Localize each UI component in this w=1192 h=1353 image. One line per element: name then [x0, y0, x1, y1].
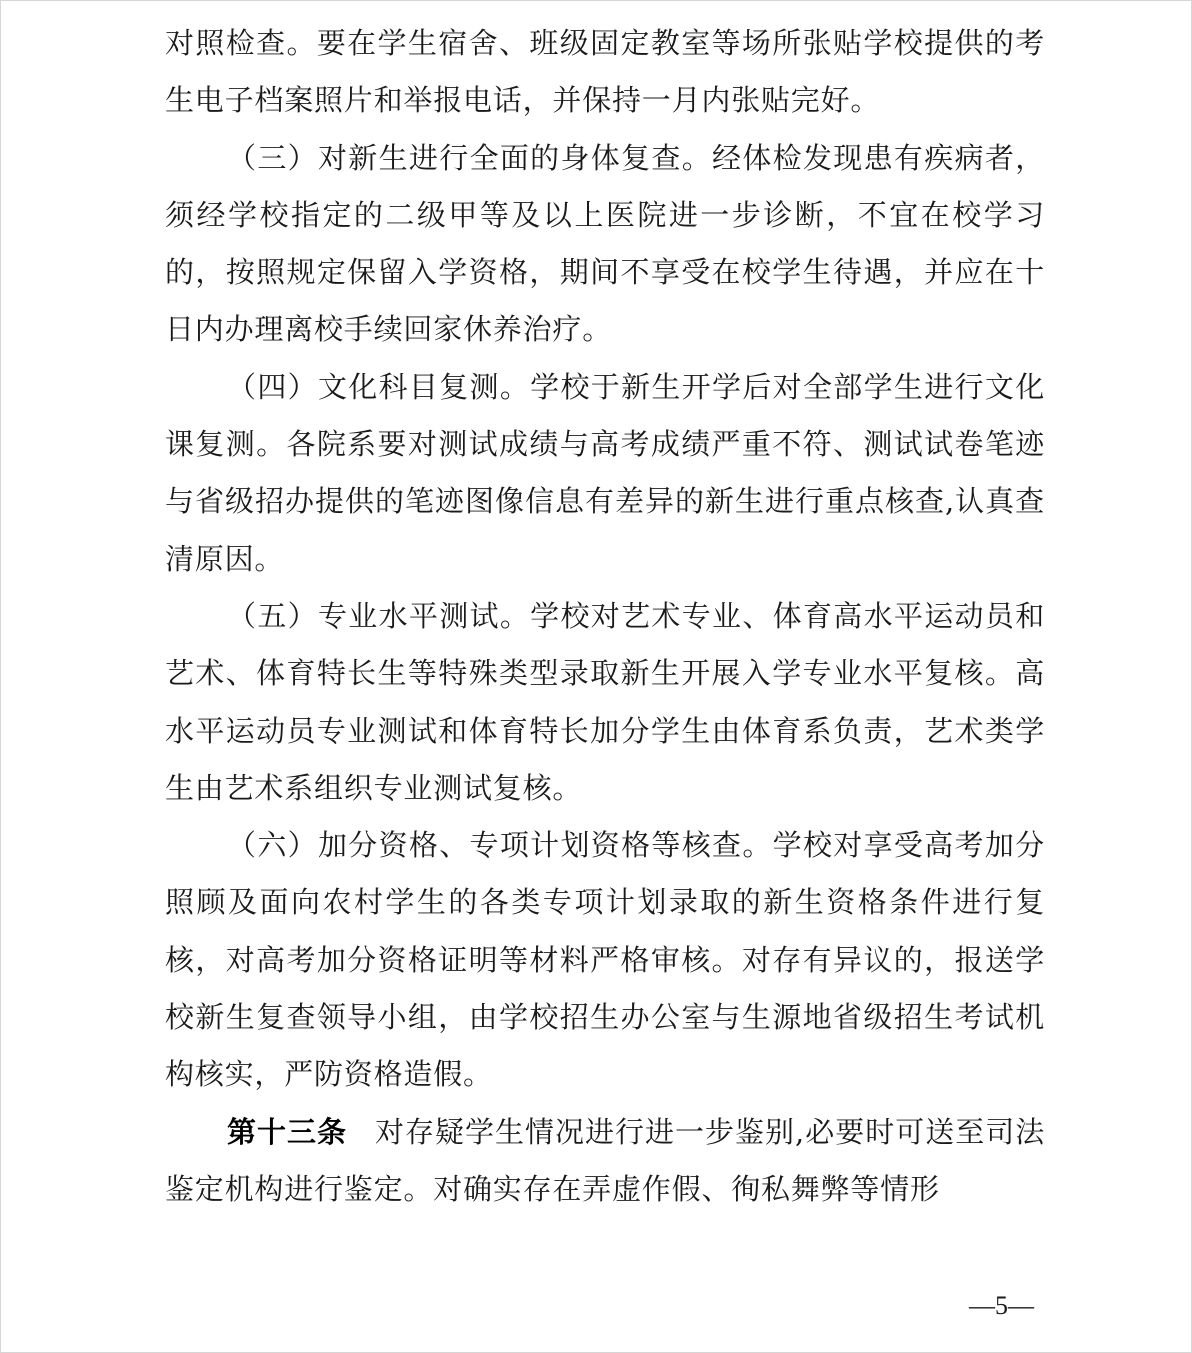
paragraph-continuation: 对照检查。要在学生宿舍、班级固定教室等场所张贴学校提供的考生电子档案照片和举报电话，并保持一月内张贴完好。: [165, 26, 1045, 118]
article-13-paragraph: [165, 1104, 1045, 1219]
article-13-text: 对存疑学生情况进行进一步鉴别,必要时可送至司法鉴定机构进行鉴定。对确实存在弄虚作假、徇私舞弊等情形: [165, 1114, 1045, 1206]
document-body: [165, 15, 1045, 1218]
paragraph-physical-recheck: （三）对新生进行全面的身体复查。经体检发现患有疾病者，须经学校指定的二级甲等及以上医院进一步诊断，不宜在校学习的，按照规定保留入学资格，期间不享受在校学生待遇，并应在十日内办理离校手续回家休养治疗。: [165, 140, 1045, 347]
paragraph-professional-test: （五）专业水平测试。学校对艺术专业、体育高水平运动员和艺术、体育特长生等特殊类型录取新生开展入学专业水平复核。高水平运动员专业测试和体育特长加分学生由体育系负责，艺术类学生由艺术系组织专业测试复核。: [165, 598, 1045, 805]
paragraph-culture-retest: （四）文化科目复测。学校于新生开学后对全部学生进行文化课复测。各院系要对测试成绩与高考成绩严重不符、测试试卷笔迹与省级招办提供的笔迹图像信息有差异的新生进行重点核查,认真查清原因。: [165, 369, 1045, 576]
article-13-label: 第十三条: [227, 1114, 347, 1149]
page-number: —5—: [969, 1291, 1034, 1320]
paragraph-bonus-qualification: （六）加分资格、专项计划资格等核查。学校对享受高考加分照顾及面向农村学生的各类专项计划录取的新生资格条件进行复核，对高考加分资格证明等材料严格审核。对存有异议的，报送学校新生复查领导小组，由学校招生办公室与生源地省级招生考试机构核实，严防资格造假。: [165, 828, 1045, 1092]
